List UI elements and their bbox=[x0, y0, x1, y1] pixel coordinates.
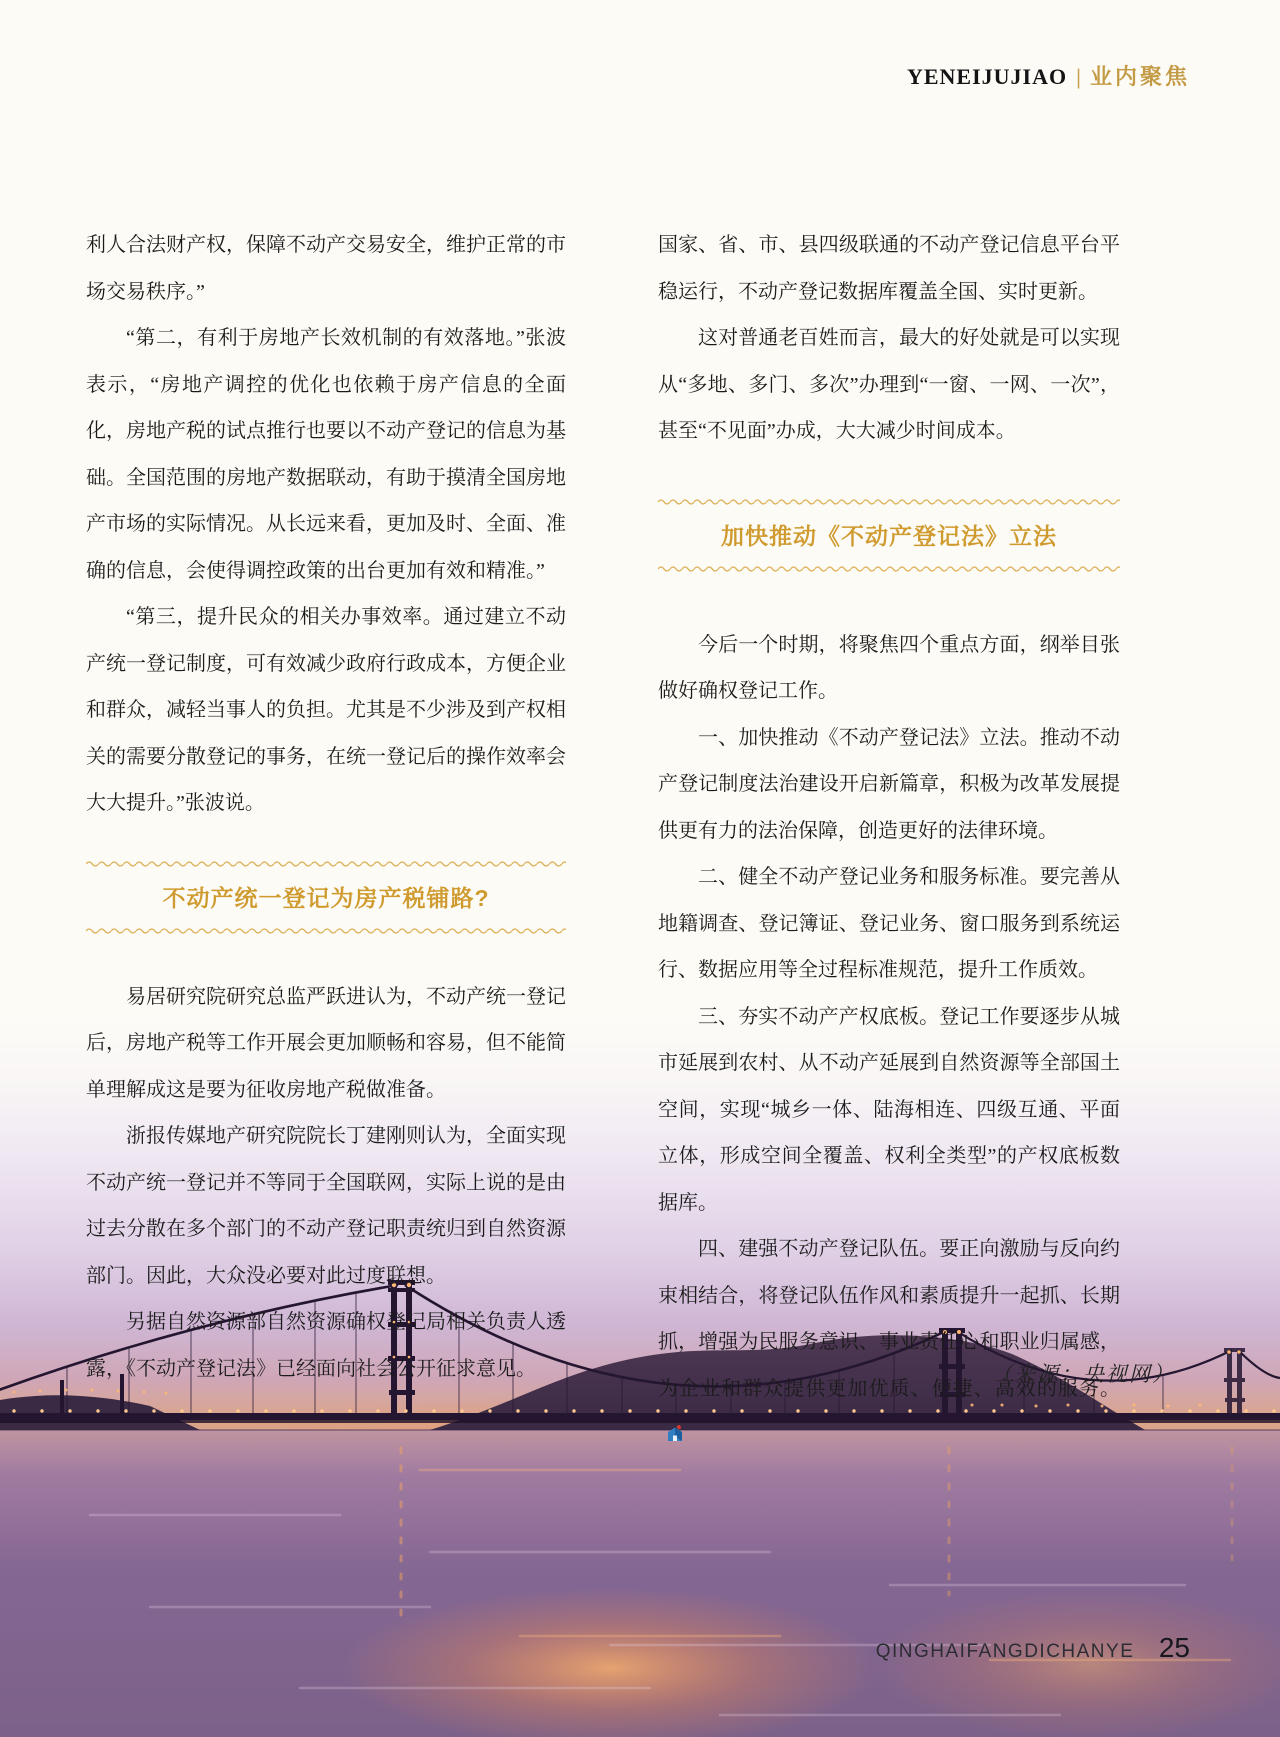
paragraph: 国家、省、市、县四级联通的不动产登记信息平台平稳运行，不动产登记数据库覆盖全国、实时更新。 bbox=[658, 234, 1120, 303]
section-heading: 不动产统一登记为房产税铺路? bbox=[162, 884, 490, 911]
house-logo-icon bbox=[665, 1424, 685, 1444]
paragraph bbox=[658, 1226, 1120, 1459]
wavy-divider bbox=[658, 564, 1120, 572]
paragraph: 这对普通老百姓而言，最大的好处就是可以实现从“多地、多门、多次”办理到“一窗、一网、一次”，甚至“不见面”办成，大大减少时间成本。 bbox=[658, 327, 1120, 442]
paragraph-text: 四、建强不动产登记队伍。要正向激励与反向约束相结合，将登记队伍作风和素质提升一起抓、长期抓，增强为民服务意识、事业责任心和职业归属感，为企业和群众提供更加优质、便捷、高效的服务。 bbox=[658, 1238, 1120, 1400]
paragraph: 今后一个时期，将聚焦四个重点方面，纲举目张做好确权登记工作。 bbox=[658, 633, 1120, 702]
masthead bbox=[907, 60, 1190, 91]
paragraph: 利人合法财产权，保障不动产交易安全，维护正常的市场交易秩序。” bbox=[86, 234, 566, 303]
magazine-name: QINGHAIFANGDICHANYE bbox=[875, 1641, 1135, 1662]
paragraph: 一、加快推动《不动产登记法》立法。推动不动产登记制度法治建设开启新篇章，积极为改革发展提供更有力的法治保障，创造更好的法律环境。 bbox=[658, 726, 1120, 842]
section-heading-block bbox=[658, 497, 1120, 572]
page-footer bbox=[876, 1632, 1190, 1664]
masthead-latin: YENEIJUJIAO bbox=[906, 64, 1068, 89]
right-column bbox=[658, 222, 1120, 1459]
section-heading: 加快推动《不动产登记法》立法 bbox=[721, 522, 1057, 549]
paragraph: “第二，有利于房地产长效机制的有效落地。”张波表示，“房地产调控的优化也依赖于房产信息的全面化，房地产税的试点推行也要以不动产登记的信息为基础。全国范围的房地产数据联动，有助于摸清全国房地产市场的实际情况。从长远来看，更加及时、全面、准确的信息，会使得调控政策的出台更加有效和精准。” bbox=[86, 327, 566, 582]
paragraph: 另据自然资源部自然资源确权登记局相关负责人透露，《不动产登记法》已经面向社会公开征求意见。 bbox=[86, 1311, 566, 1380]
paragraph: 三、夯实不动产产权底板。登记工作要逐步从城市延展到农村、从不动产延展到自然资源等全部国土空间，实现“城乡一体、陆海相连、四级互通、平面立体，形成空间全覆盖、权利全类型”的产权底板数据库。 bbox=[658, 1005, 1120, 1214]
paragraph: 浙报传媒地产研究院院长丁建刚则认为，全面实现不动产统一登记并不等同于全国联网，实际上说的是由过去分散在多个部门的不动产登记职责统归到自然资源部门。因此，大众没必要对此过度联想。 bbox=[86, 1125, 566, 1287]
wavy-divider bbox=[86, 859, 566, 867]
masthead-chinese: 业内聚焦 bbox=[1089, 64, 1190, 89]
section-heading-block bbox=[86, 859, 566, 934]
wavy-divider bbox=[86, 926, 566, 934]
paragraph: “第三，提升民众的相关办事效率。通过建立不动产统一登记制度，可有效减少政府行政成本，方便企业和群众，减轻当事人的负担。尤其是不少涉及到产权相关的需要分散登记的事务，在统一登记后的操作效率会大大提升。”张波说。 bbox=[86, 606, 566, 814]
page-number: 25 bbox=[1158, 1632, 1190, 1663]
wavy-divider bbox=[658, 497, 1120, 505]
paragraph: 易居研究院研究总监严跃进认为，不动产统一登记后，房地产税等工作开展会更加顺畅和容易，但不能简单理解成这是要为征收房地产税做准备。 bbox=[86, 985, 566, 1101]
masthead-separator: | bbox=[1076, 64, 1081, 89]
left-column bbox=[86, 222, 566, 1392]
source-credit: （来源：央视网） bbox=[991, 1362, 1175, 1386]
paragraph: 二、健全不动产登记业务和服务标准。要完善从地籍调查、登记簿证、登记业务、窗口服务到系统运行、数据应用等全过程标准规范，提升工作质效。 bbox=[658, 866, 1120, 981]
